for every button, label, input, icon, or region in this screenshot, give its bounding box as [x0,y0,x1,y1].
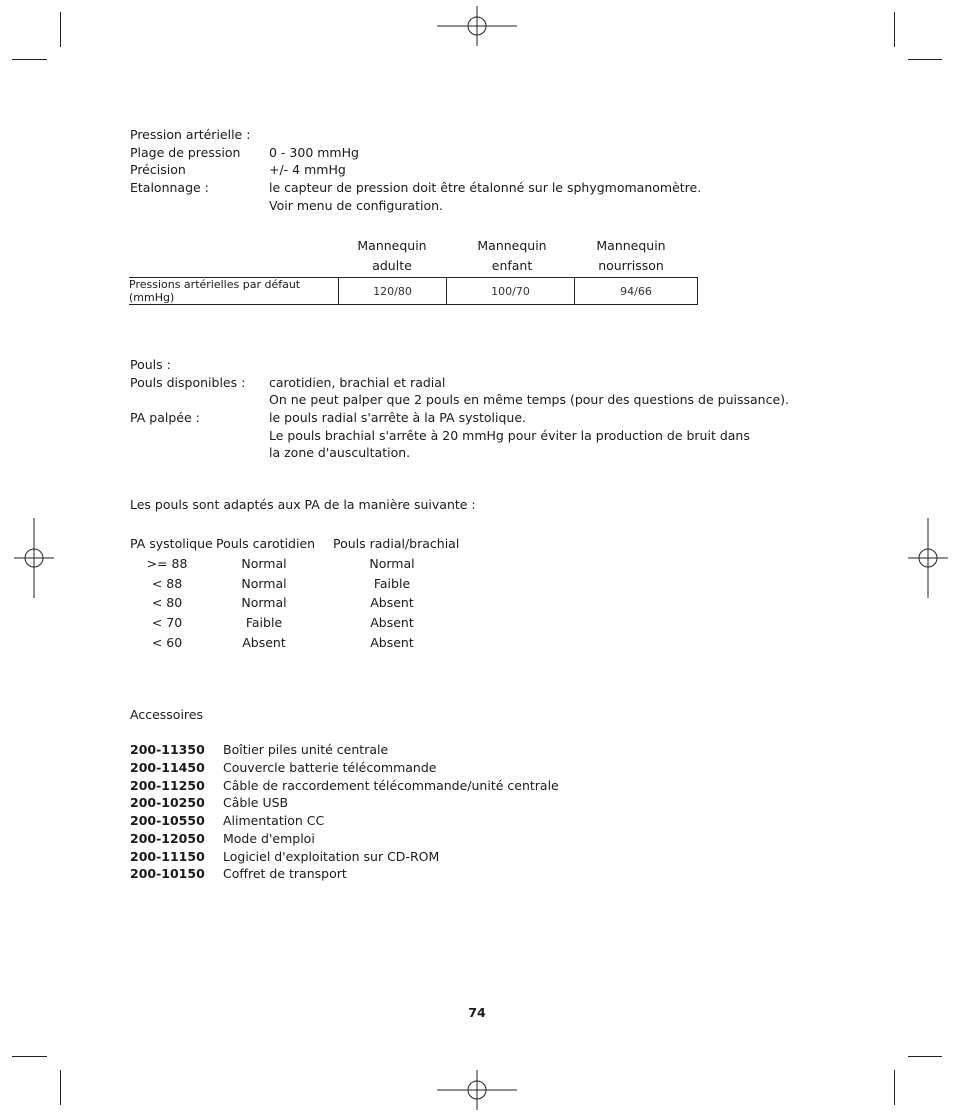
pulse-table-r5-c1: < 60 [151,635,183,650]
manikin-header-infant-1: Mannequin [596,238,666,253]
manikin-header-adult-2: adulte [372,258,412,273]
accessory-desc: Mode d'emploi [223,831,315,846]
table-row [129,278,698,305]
accessory-code: 200-11150 [130,849,205,864]
bp-heading: Pression artérielle : [130,127,251,142]
manikin-value-adult: 120/80 [339,278,447,305]
crop-mark-bottom-right-v [894,1070,895,1105]
manikin-header-adult-1: Mannequin [357,238,427,253]
bp-value-config-note: Voir menu de configuration. [269,198,443,213]
crop-mark-top-right-v [894,12,895,47]
bp-value-calibration: le capteur de pression doit être étalonné sur le sphygmomanomètre. [269,180,702,195]
manikin-value-child: 100/70 [447,278,575,305]
pulse-table-r5-c2: Absent [242,635,286,650]
accessory-desc: Boîtier piles unité centrale [223,742,389,757]
pulse-palpated-label: PA palpée : [130,410,200,425]
accessory-desc: Coffret de transport [223,866,347,881]
pulse-heading: Pouls : [130,357,171,372]
pulse-available-line-1: carotidien, brachial et radial [269,375,446,390]
manikin-row-label: Pressions artérielles par défaut (mmHg) [129,278,339,305]
pulse-table-r2-c1: < 88 [151,576,183,591]
accessory-code: 200-10250 [130,795,205,810]
bp-value-range: 0 - 300 mmHg [269,145,359,160]
accessory-code: 200-12050 [130,831,205,846]
adapt-intro: Les pouls sont adaptés aux PA de la manière suivante : [130,497,476,512]
page-number: 74 [468,1005,486,1020]
crop-mark-bottom-right-h [908,1056,942,1057]
accessory-code: 200-11450 [130,760,205,775]
pulse-palpated-line-2: Le pouls brachial s'arrête à 20 mmHg pour éviter la production de bruit dans [269,428,750,443]
accessory-desc: Couvercle batterie télécommande [223,760,437,775]
accessory-desc: Alimentation CC [223,813,325,828]
bp-label-precision: Précision [130,162,186,177]
bp-label-range: Plage de pression [130,145,241,160]
pulse-available-label: Pouls disponibles : [130,375,246,390]
manikin-pressure-table [129,277,698,305]
pulse-table-r4-c2: Faible [245,615,283,630]
manikin-value-infant: 94/66 [575,278,698,305]
accessory-code: 200-10550 [130,813,205,828]
accessory-desc: Logiciel d'exploitation sur CD-ROM [223,849,440,864]
pulse-table-r3-c3: Absent [370,595,414,610]
accessory-desc: Câble USB [223,795,289,810]
pulse-table-r1-c2: Normal [241,556,287,571]
pulse-table-r2-c3: Faible [373,576,411,591]
registration-mark-left [14,518,54,598]
bp-value-precision: +/- 4 mmHg [269,162,346,177]
crop-mark-bottom-left-h [12,1056,47,1057]
pulse-table-header-carotid: Pouls carotidien [216,536,316,551]
pulse-table-header-systolic: PA systolique [130,536,213,551]
crop-mark-top-right-h [908,59,942,60]
pulse-table-r1-c1: >= 88 [146,556,188,571]
pulse-table-r3-c2: Normal [241,595,287,610]
pulse-table-header-radial: Pouls radial/brachial [333,536,460,551]
registration-mark-bottom [437,1070,517,1110]
manikin-header-infant-2: nourrisson [598,258,664,273]
accessory-code: 200-11350 [130,742,205,757]
manikin-header-child-1: Mannequin [477,238,547,253]
pulse-table-r3-c1: < 80 [151,595,183,610]
pulse-table-r5-c3: Absent [370,635,414,650]
accessory-desc: Câble de raccordement télécommande/unité centrale [223,778,559,793]
accessory-code: 200-11250 [130,778,205,793]
crop-mark-top-left-v [60,12,61,47]
pulse-table-r4-c3: Absent [370,615,414,630]
registration-mark-top [437,6,517,46]
pulse-palpated-line-1: le pouls radial s'arrête à la PA systolique. [269,410,527,425]
pulse-table-r1-c3: Normal [369,556,415,571]
pulse-palpated-line-3: la zone d'auscultation. [269,445,411,460]
accessory-code: 200-10150 [130,866,205,881]
pulse-available-line-2: On ne peut palper que 2 pouls en même temps (pour des questions de puissance). [269,392,789,407]
bp-label-calibration: Etalonnage : [130,180,209,195]
crop-mark-top-left-h [12,59,47,60]
crop-mark-bottom-left-v [60,1070,61,1105]
pulse-table-r4-c1: < 70 [151,615,183,630]
registration-mark-right [908,518,948,598]
manikin-header-child-2: enfant [491,258,533,273]
accessories-heading: Accessoires [130,707,203,722]
pulse-table-r2-c2: Normal [241,576,287,591]
